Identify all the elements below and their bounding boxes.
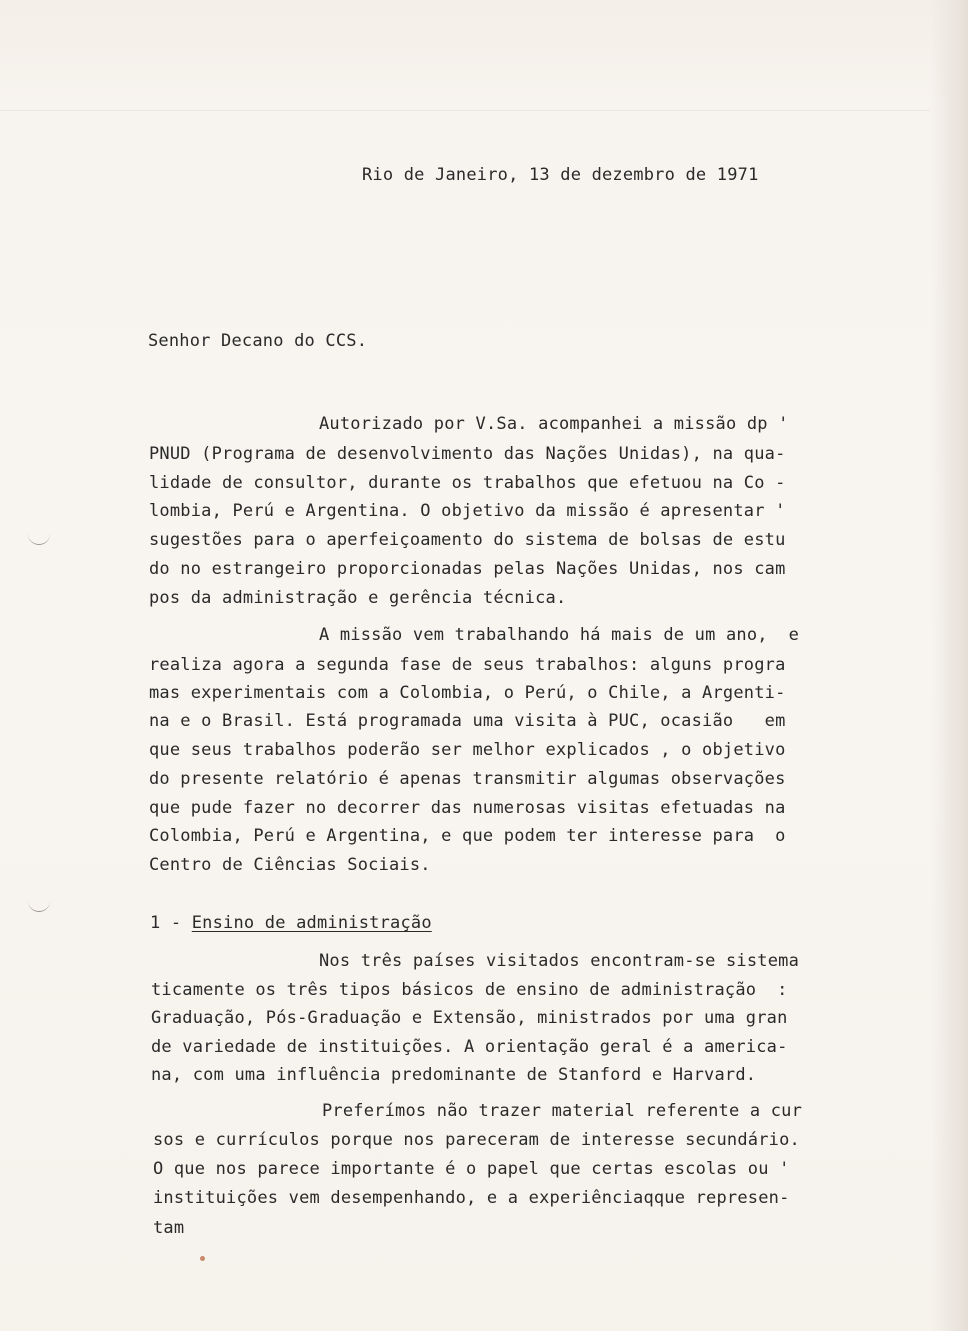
section-heading [150,912,432,934]
paragraph-line: Graduação, Pós-Graduação e Extensão, ministrados por uma gran [151,1008,788,1028]
paragraph-line: sos e currículos porque nos pareceram de interesse secundário. [153,1130,800,1150]
paragraph-line: lidade de consultor, durante os trabalhos que efetuou na Co - [149,473,786,493]
paper-edge [930,0,968,1331]
punch-hole-mark [28,530,50,545]
paragraph-line: que seus trabalhos poderão ser melhor explicados , o objetivo [149,740,786,760]
paragraph-line: Colombia, Perú e Argentina, e que podem ter interesse para o [149,826,786,846]
paragraph-line: lombia, Perú e Argentina. O objetivo da missão é apresentar ' [149,501,786,521]
paper-fold [0,110,930,111]
salutation: Senhor Decano do CCS. [148,331,368,351]
paragraph-line: de variedade de instituições. A orientação geral é a america- [151,1037,788,1057]
paragraph-line: que pude fazer no decorrer das numerosas visitas efetuadas na [149,798,786,818]
paragraph-line: do presente relatório é apenas transmitir algumas observações [149,769,786,789]
section-title: Ensino de administração [191,913,432,933]
paragraph-line: Preferímos não trazer material referente a cur [322,1101,803,1121]
paragraph-line: Nos três países visitados encontram-se sistema [319,951,800,971]
paragraph-line: PNUD (Programa de desenvolvimento das Nações Unidas), na qua- [149,444,786,464]
letter-date: Rio de Janeiro, 13 de dezembro de 1971 [362,165,759,185]
paragraph-line: pos da administração e gerência técnica. [149,588,567,608]
paragraph-line: ticamente os três tipos básicos de ensino de administração : [151,980,788,1000]
paragraph-line: O que nos parece importante é o papel que certas escolas ou ' [153,1159,790,1179]
paragraph-line: Autorizado por V.Sa. acompanhei a missão dp ' [319,414,789,434]
paragraph-line: mas experimentais com a Colombia, o Perú, o Chile, a Argenti- [149,683,786,703]
paragraph-line: na, com uma influência predominante de Stanford e Harvard. [151,1065,757,1085]
paragraph-line: na e o Brasil. Está programada uma visita à PUC, ocasião em [149,711,786,731]
paragraph-line: do no estrangeiro proporcionadas pelas Nações Unidas, nos cam [149,559,786,579]
section-number: 1 - [150,913,192,933]
paragraph-line: Centro de Ciências Sociais. [149,855,431,875]
paragraph-line: sugestões para o aperfeiçoamento do sistema de bolsas de estu [149,530,786,550]
paragraph-line: instituições vem desempenhando, e a experiênciaqque represen- [153,1188,790,1208]
paragraph-line: realiza agora a segunda fase de seus trabalhos: alguns progra [149,655,786,675]
paper-stain [200,1256,205,1261]
punch-hole-mark [28,897,50,912]
paragraph-line: A missão vem trabalhando há mais de um ano, e [319,625,800,645]
paragraph-line: tam [153,1218,185,1238]
